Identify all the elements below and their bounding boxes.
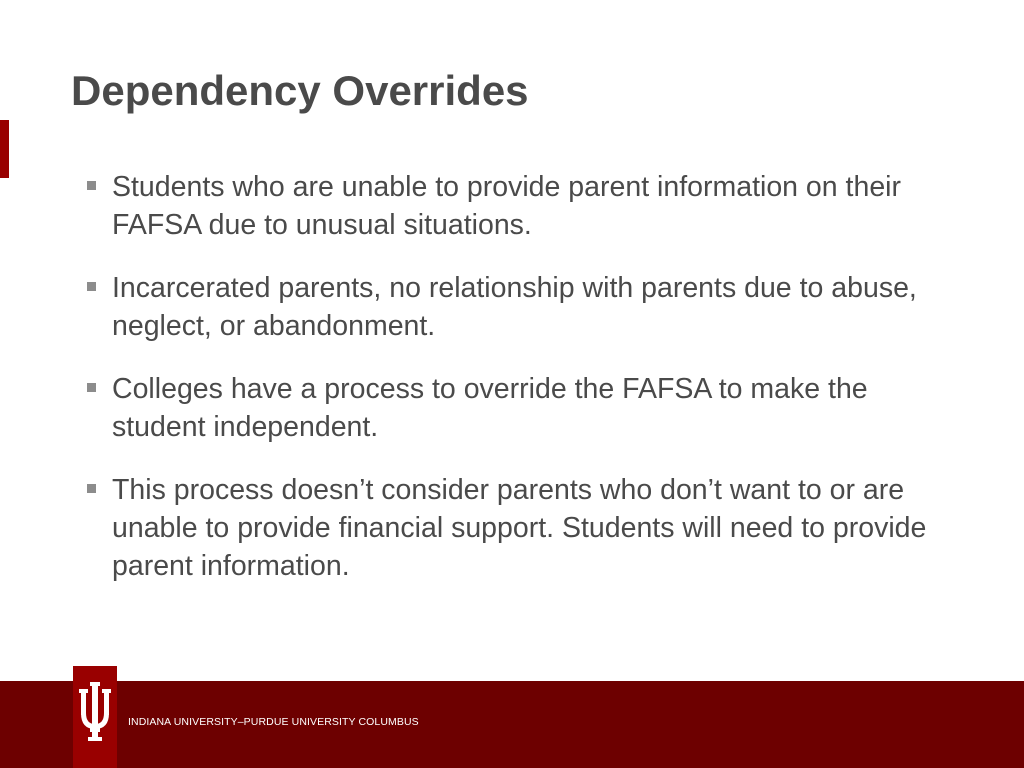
bullet-item — [86, 471, 966, 585]
bullet-item — [86, 269, 966, 345]
bullet-text: Colleges have a process to override the FAFSA to make the student independent. — [112, 373, 868, 443]
bullet-text: Students who are unable to provide parent information on their FAFSA due to unusual situations. — [112, 171, 901, 241]
iu-trident-icon — [73, 666, 117, 768]
slide-title: Dependency Overrides — [71, 67, 529, 114]
bullet-item — [86, 168, 966, 244]
institution-name: INDIANA UNIVERSITY–PURDUE UNIVERSITY COLUMBUS — [128, 716, 419, 728]
bullet-list — [86, 168, 966, 610]
bullet-item — [86, 370, 966, 446]
square-bullet-icon — [87, 383, 96, 392]
square-bullet-icon — [87, 282, 96, 291]
iu-logo — [73, 666, 117, 768]
square-bullet-icon — [87, 181, 96, 190]
square-bullet-icon — [87, 484, 96, 493]
title-accent-bar — [0, 120, 9, 178]
bullet-text: Incarcerated parents, no relationship with parents due to abuse, neglect, or abandonment. — [112, 272, 917, 342]
bullet-text: This process doesn’t consider parents who don’t want to or are unable to provide financial support. Students will need to provide parent information. — [112, 474, 927, 582]
